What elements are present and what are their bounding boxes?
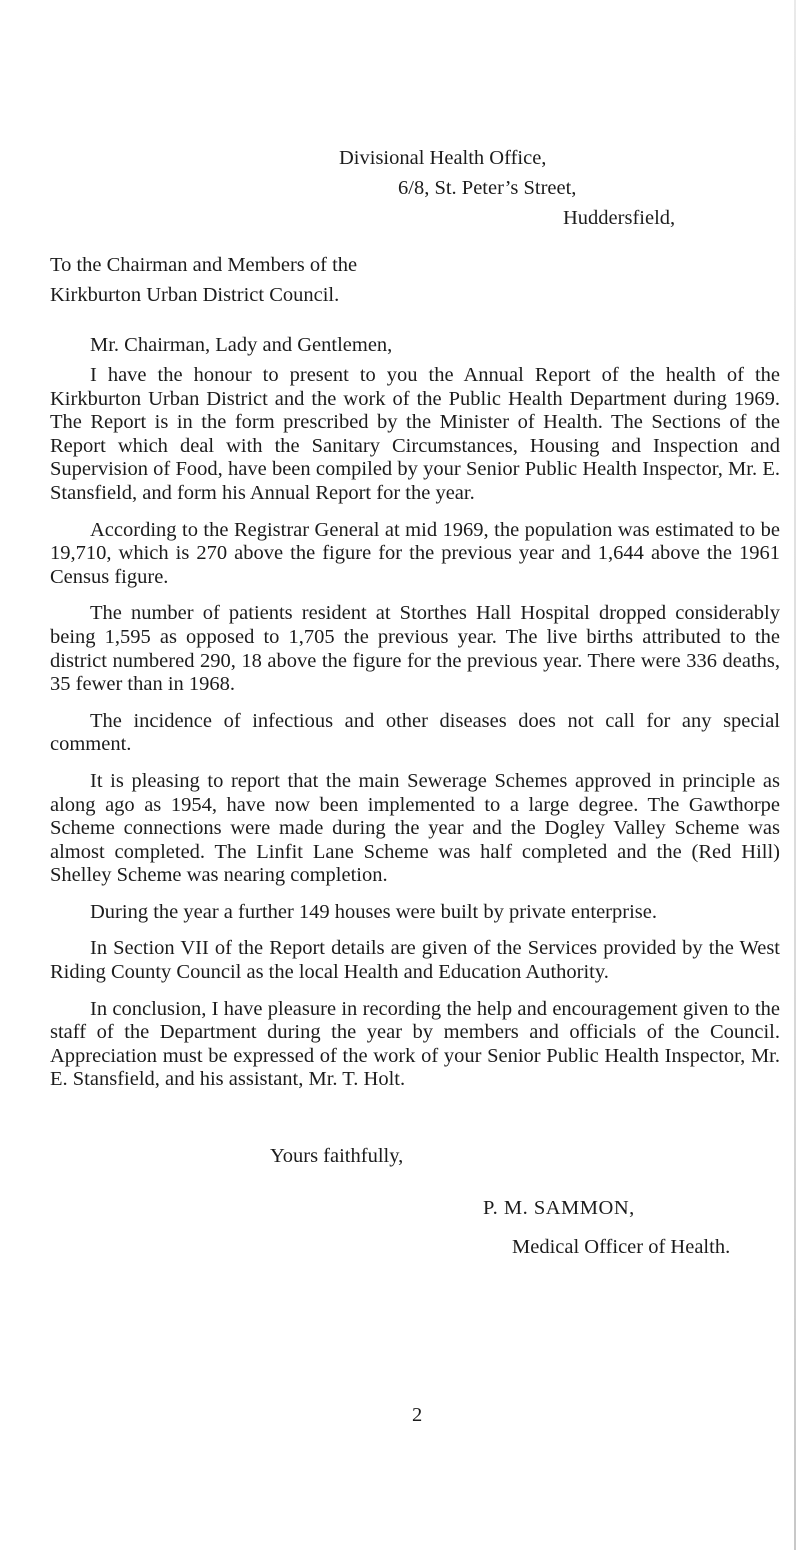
paragraph: In Section VII of the Report details are given of the Services provided by the West Riding County Council as the local Health and Education Authority. [50,937,780,984]
recipient-line: Kirkburton Urban District Council. [50,284,340,306]
address-line-town: Huddersfield, [563,207,676,229]
paragraph: The incidence of infectious and other diseases does not call for any special comment. [50,709,780,756]
page-number: 2 [412,1404,423,1426]
signatory-title: Medical Officer of Health. [512,1236,731,1258]
recipient-block [50,250,357,310]
paragraph: During the year a further 149 houses were built by private enterprise. [90,900,657,923]
address-line-office: Divisional Health Office, [339,147,547,169]
page-edge-shadow [794,0,796,1550]
recipient-line: To the Chairman and Members of the [50,254,358,276]
paragraph: It is pleasing to report that the main Sewerage Schemes approved in principle as along ago as 1954, have now been implemented to a large degree. The Gawthorpe Scheme connections were made during the year and the Dogley Valley Scheme was almost completed. The Linfit Lane Scheme was half completed and the (Red Hill) Shelley Scheme was nearing completion. [50,769,780,887]
closing: Yours faithfully, [270,1145,404,1167]
signatory-name: P. M. SAMMON, [483,1197,635,1219]
address-line-street: 6/8, St. Peter’s Street, [398,177,577,199]
paragraph: According to the Registrar General at mid 1969, the population was estimated to be 19,710, which is 270 above the figure for the previous year and 1,644 above the 1961 Census figure. [50,518,780,588]
paragraph: In conclusion, I have pleasure in recording the help and encouragement given to the staff of the Department during the year by members and officials of the Council. Appreciation must be expressed of the work of your Senior Public Health Inspector, Mr. E. Stansfield, and his assistant, Mr. T. Holt. [50,997,780,1091]
salutation: Mr. Chairman, Lady and Gentlemen, [90,334,393,356]
paragraph: The number of patients resident at Storthes Hall Hospital dropped considerably being 1,595 as opposed to 1,705 the previous year. The live births attributed to the district numbered 290, 18 above the figure for the previous year. There were 336 deaths, 35 fewer than in 1968. [50,602,780,696]
letter-body [50,364,780,1105]
paragraph: I have the honour to present to you the Annual Report of the health of the Kirkburton Urban District and the work of the Public Health Department during 1969. The Report is in the form prescribed by the Minister of Health. The Sections of the Report which deal with the Sanitary Circumstances, Housing and Inspection and Supervision of Food, have been compiled by your Senior Public Health Inspector, Mr. E. Stansfield, and form his Annual Report for the year. [50,364,780,504]
